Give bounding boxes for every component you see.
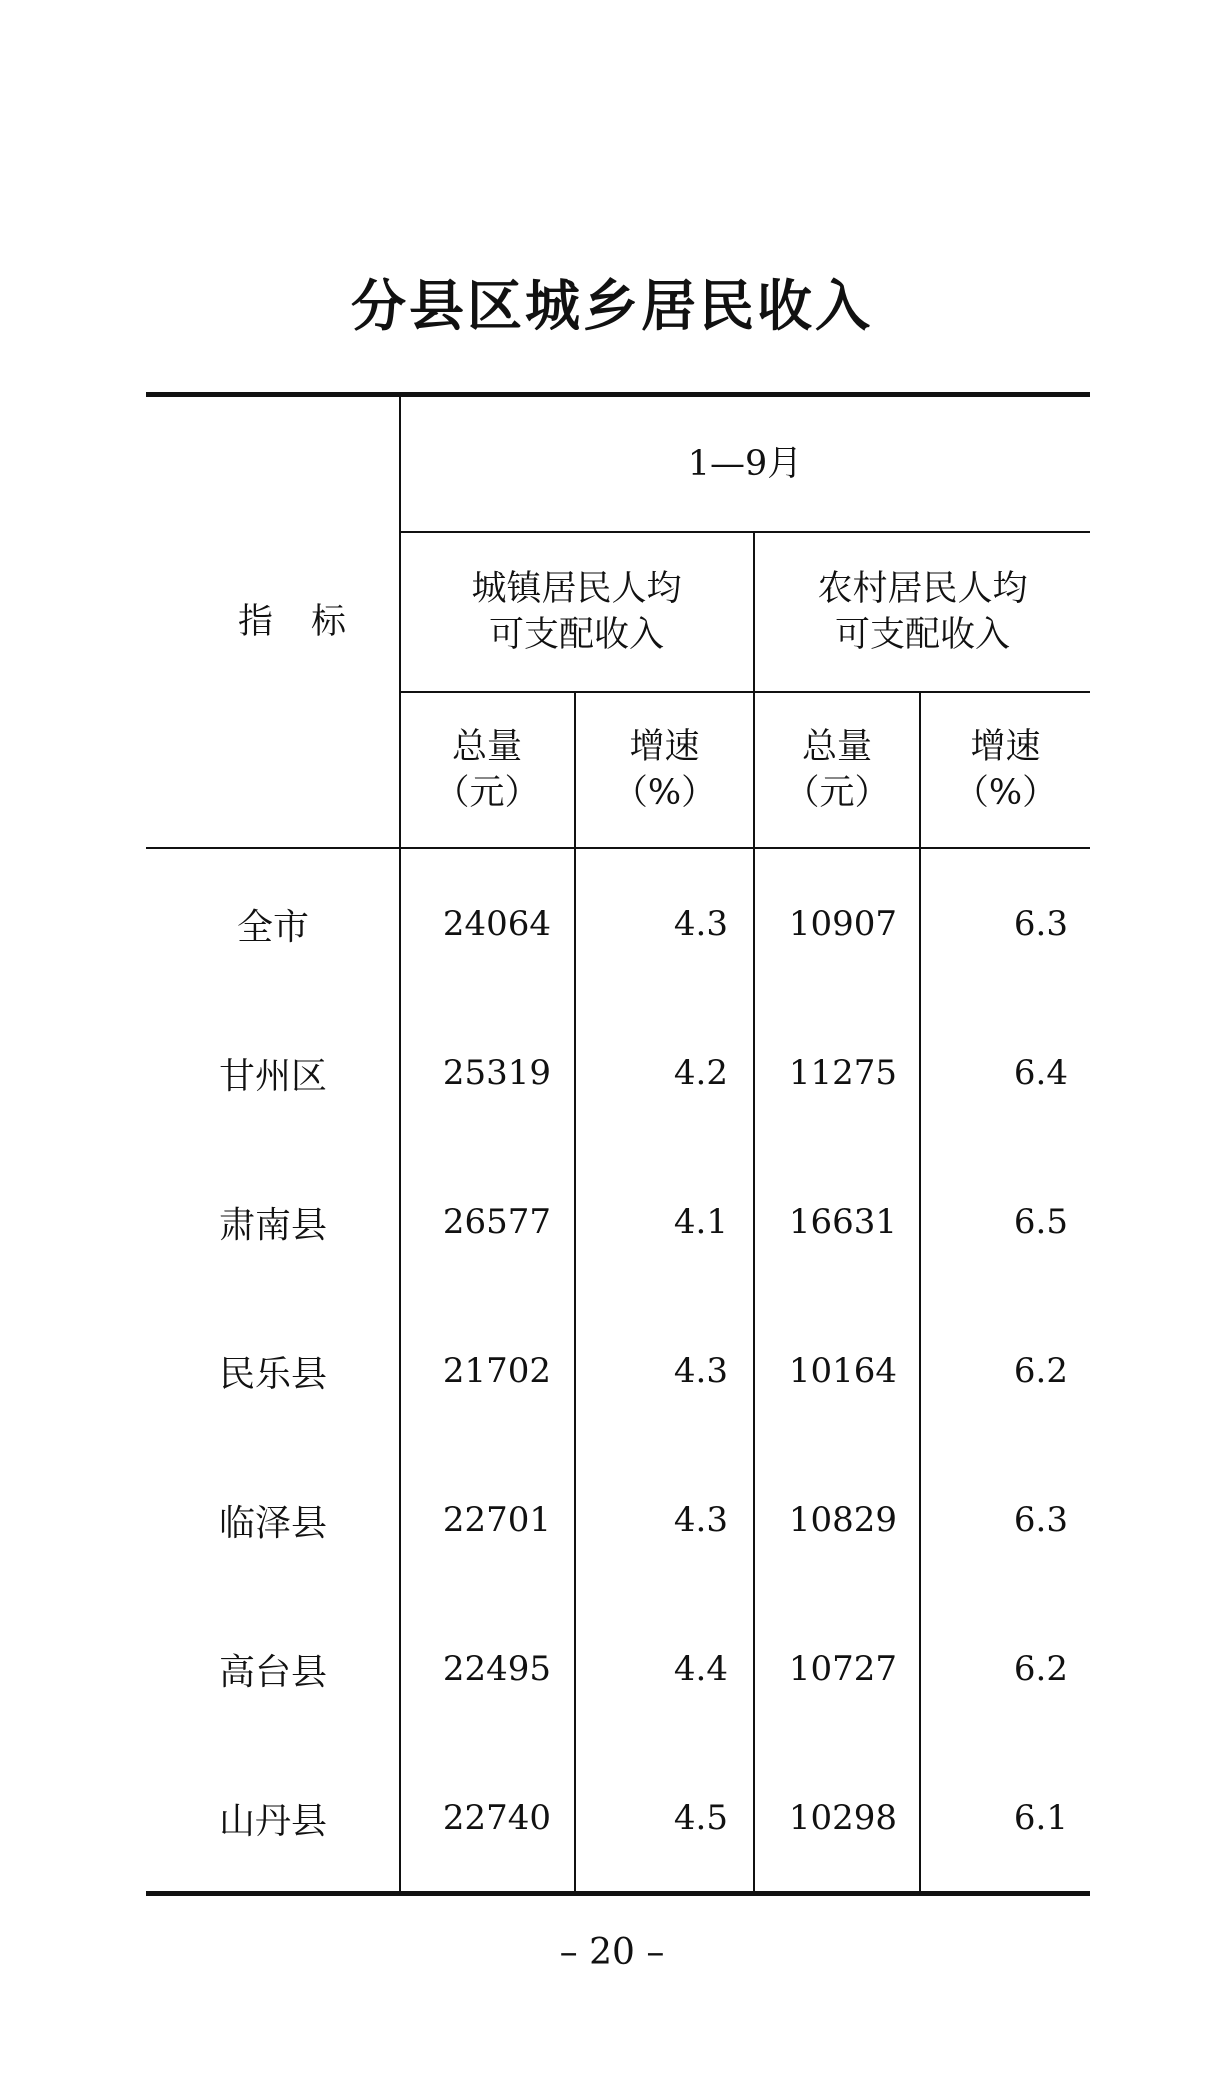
rural-growth-cell: 6.3 bbox=[1013, 904, 1068, 944]
rural-total-unit: （元） bbox=[784, 773, 890, 813]
header-bottom-rule bbox=[146, 847, 1090, 849]
urban-growth-cell: 4.2 bbox=[673, 1053, 728, 1093]
rural-total-cell: 10727 bbox=[788, 1649, 897, 1689]
row-name: 山丹县 bbox=[218, 1800, 327, 1842]
row-name: 临泽县 bbox=[218, 1502, 327, 1544]
urban-growth-label: 增速 bbox=[629, 727, 700, 767]
urban-total-cell: 22701 bbox=[442, 1500, 551, 1540]
urban-total-cell: 25319 bbox=[442, 1053, 551, 1093]
rural-group-line1: 农村居民人均 bbox=[817, 569, 1028, 609]
rural-growth-cell: 6.4 bbox=[1013, 1053, 1068, 1093]
rural-group-line2: 可支配收入 bbox=[834, 615, 1010, 655]
urban-growth-cell: 4.1 bbox=[673, 1202, 728, 1242]
rural-total-cell: 16631 bbox=[788, 1202, 897, 1242]
rural-total-cell: 10829 bbox=[788, 1500, 897, 1540]
row-name: 高台县 bbox=[218, 1651, 327, 1693]
urban-growth-unit: （%） bbox=[612, 773, 717, 813]
rural-growth-header bbox=[921, 693, 1090, 847]
urban-total-cell: 24064 bbox=[442, 904, 551, 944]
urban-growth-header bbox=[576, 693, 753, 847]
rural-total-cell: 10907 bbox=[788, 904, 897, 944]
rural-col-divider bbox=[919, 693, 921, 1891]
rural-growth-unit: （%） bbox=[953, 773, 1058, 813]
urban-total-cell: 22495 bbox=[442, 1649, 551, 1689]
period-header: 1—9月 bbox=[687, 444, 803, 484]
row-name: 甘州区 bbox=[218, 1055, 327, 1097]
urban-group-header bbox=[400, 533, 753, 691]
row-name: 全市 bbox=[236, 906, 309, 948]
rural-total-cell: 11275 bbox=[788, 1053, 897, 1093]
urban-total-cell: 26577 bbox=[442, 1202, 551, 1242]
urban-total-unit: （元） bbox=[434, 773, 540, 813]
page-number: – 20 – bbox=[559, 1932, 665, 1973]
rural-total-cell: 10298 bbox=[788, 1798, 897, 1838]
urban-group-line1: 城镇居民人均 bbox=[471, 569, 682, 609]
indicator-header: 指标 bbox=[237, 602, 384, 642]
urban-total-label: 总量 bbox=[451, 727, 522, 767]
urban-growth-cell: 4.3 bbox=[673, 1500, 728, 1540]
table-bottom-rule bbox=[146, 1891, 1090, 1896]
rural-group-header bbox=[755, 533, 1090, 691]
rural-growth-cell: 6.2 bbox=[1013, 1351, 1068, 1391]
rural-growth-cell: 6.3 bbox=[1013, 1500, 1068, 1540]
urban-growth-cell: 4.5 bbox=[673, 1798, 728, 1838]
urban-total-cell: 22740 bbox=[442, 1798, 551, 1838]
rural-growth-cell: 6.2 bbox=[1013, 1649, 1068, 1689]
rural-growth-cell: 6.1 bbox=[1013, 1798, 1068, 1838]
row-name: 肃南县 bbox=[218, 1204, 327, 1246]
urban-group-line2: 可支配收入 bbox=[488, 615, 664, 655]
rural-total-header bbox=[755, 693, 919, 847]
page-title: 分县区城乡居民收入 bbox=[350, 274, 873, 338]
urban-growth-cell: 4.3 bbox=[673, 1351, 728, 1391]
rural-total-cell: 10164 bbox=[788, 1351, 897, 1391]
rural-growth-label: 增速 bbox=[970, 727, 1041, 767]
rural-total-label: 总量 bbox=[801, 727, 872, 767]
urban-growth-cell: 4.3 bbox=[673, 904, 728, 944]
urban-col-divider bbox=[574, 693, 576, 1891]
rural-growth-cell: 6.5 bbox=[1013, 1202, 1068, 1242]
row-name: 民乐县 bbox=[218, 1353, 327, 1395]
urban-total-cell: 21702 bbox=[442, 1351, 551, 1391]
urban-growth-cell: 4.4 bbox=[673, 1649, 728, 1689]
urban-total-header bbox=[400, 693, 574, 847]
